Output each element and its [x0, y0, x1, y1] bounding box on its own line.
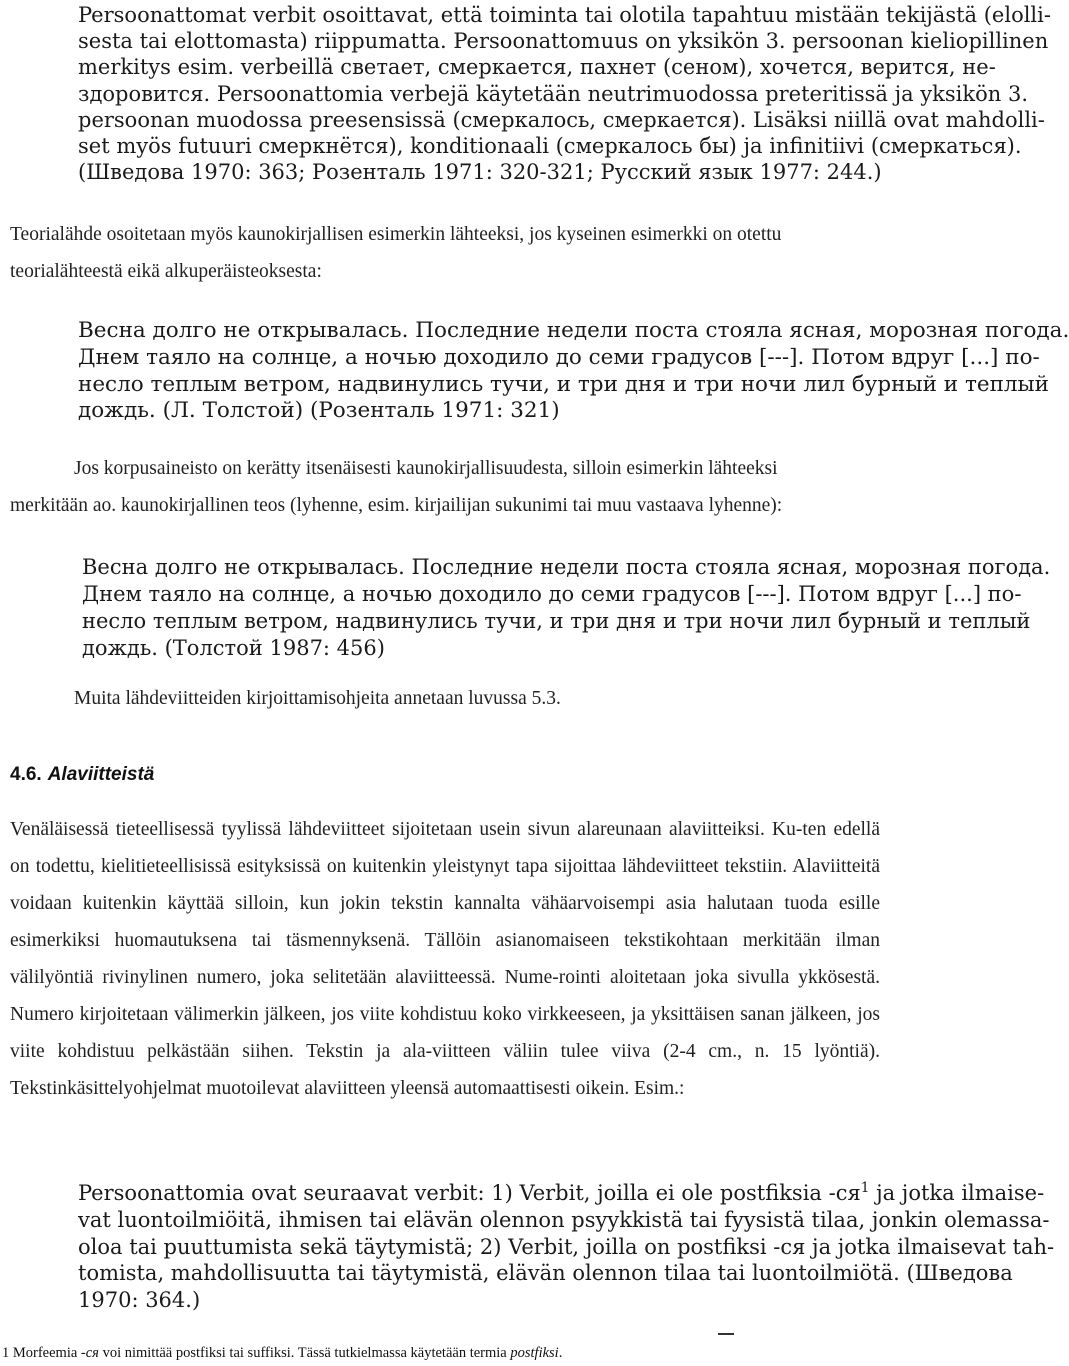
scan-text: ja jotka ilmaise-	[869, 1181, 1045, 1205]
scan-line: (Шведова 1970: 363; Розенталь 1971: 320-321; Русский язык 1977: 244.)	[78, 160, 882, 185]
scan-line: Весна долго не открывалась. Последние недели поста стояла ясная, морозная погода.	[82, 555, 1051, 579]
scan-line: sesta tai elottomasta) riippumatta. Persoonattomuus on yksikön 3. persoonan kieliopillinen	[78, 29, 1049, 54]
scan-text: Persoonattomia ovat seuraavat verbit: 1) Verbit, joilla ei ole postfiksia -ся	[78, 1181, 861, 1205]
scan-line: vat luontoilmiöitä, ihmisen tai elävän olennon psyykkistä tai fyysistä tilaa, jonkin olemassa-	[78, 1207, 1050, 1232]
scan-line	[78, 1175, 1054, 1207]
scan-line: несло теплым ветром, надвинулись тучи, и три дня и три ночи лил бурный и теплый	[82, 609, 1031, 633]
scan-line: здоровится. Persoonattomia verbejä käytetään neutrimuodossa preteritissä ja yksikön 3.	[78, 81, 1028, 106]
paragraph-line: teorialähteestä eikä alkuperäisteoksesta:	[10, 261, 322, 282]
scan-line: set myös futuuri смеркнётся), konditionaali (смеркалось бы) ja infinitiivi (смеркаться).	[78, 134, 1022, 159]
scan-line: дождь. (Толстой 1987: 456)	[82, 636, 385, 660]
paragraph-line: Teorialähde osoitetaan myös kaunokirjallisen esimerkin lähteeksi, jos kyseinen esimerkki on otettu	[10, 224, 782, 245]
footnote-morpheme: ся	[85, 1345, 99, 1361]
paragraph-corpus-source	[10, 450, 910, 524]
footnote	[2, 1345, 562, 1362]
scan-line: Persoonattomat verbit osoittavat, että toiminta tai olotila tapahtuu mistään tekijästä (elolli-	[78, 3, 1051, 27]
paragraph-line: merkitään ao. kaunokirjallinen teos (lyhenne, esim. kirjailijan sukunimi tai muu vastaava lyhenne):	[10, 495, 783, 516]
section-heading	[10, 764, 154, 786]
scan-line: oloa tai puuttumista sekä täytymistä; 2) Verbit, joilla on postfiksi -ся ja jotka ilmaisevat tah-	[78, 1234, 1055, 1259]
scan-line: merkitys esim. verbeillä светает, смеркается, пахнет (сеном), хочется, верится, не-	[78, 55, 996, 80]
scan-line: несло теплым ветром, надвинулись тучи, и три дня и три ночи лил бурный и теплый	[78, 371, 1049, 397]
footnote-text: Morfeemia -	[9, 1345, 86, 1361]
section-title: Alaviitteistä	[47, 764, 155, 785]
scan-line: Весна долго не открывалась. Последние недели поста стояла ясная, морозная погода.	[78, 318, 1069, 343]
scanned-example-footnote	[78, 1175, 1054, 1314]
note-more-instructions: Muita lähdeviitteiden kirjoittamisohjeita annetaan luvussa 5.3.	[74, 688, 561, 709]
footnote-end: .	[558, 1345, 563, 1361]
footnote-marker: 1	[860, 1180, 870, 1196]
scan-line: Днем таяло на солнце, а ночью доходило до семи градусов [---]. Потом вдруг [...] по-	[78, 344, 1040, 370]
scanned-excerpt-impersonal-verbs	[78, 2, 1051, 185]
footnote-separator	[718, 1333, 734, 1335]
footnote-term: postfiksi	[510, 1345, 559, 1361]
scan-line: Днем таяло на солнце, а ночью доходило до семи градусов [---]. Потом вдруг [...] по-	[82, 582, 1022, 606]
scan-line: persoonan muodossa preesensissä (смеркалось, смеркается). Lisäksi niillä ovat mahdolli-	[78, 107, 1045, 132]
scan-line: дождь. (Л. Толстой) (Розенталь 1971: 321)	[78, 398, 560, 424]
footnote-text: voi nimittää postfiksi tai suffiksi. Tässä tutkielmassa käytetään termia	[98, 1345, 511, 1361]
paragraph-footnotes: Venäläisessä tieteellisessä tyylissä lähdeviitteet sijoitetaan usein sivun alareunaan alaviitteiksi. Ku-ten edellä on todettu, kielitieteellisissä esityksissä on kuitenkin yleistynyt tapa sijoittaa lähdeviitteet tekstiin. Alaviitteitä voidaan kuitenkin käyttää silloin, kun jokin tekstin kannalta vähäarvoisempi asia halutaan tuoda esille esimerkiksi huomautuksena tai täsmennyksenä. Tällöin asianomaiseen tekstikohtaan merkitään ilman välilyöntiä rivinylinen numero, joka selitetään alaviitteessä. Nume-rointi aloitetaan joka sivulla ykkösestä. Numero kirjoitetaan välimerkin jälkeen, jos viite kohdistuu koko virkkeeseen, ja yksittäisen sanan jälkeen, jos viite kohdistuu pelkästään siihen. Tekstin ja ala-viitteen väliin tulee viiva (2-4 cm., n. 15 lyöntiä). Tekstinkäsittelyohjelmat muotoilevat alaviitteen yleensä automaattisesti oikein. Esim.:	[10, 819, 880, 1099]
paragraph-theory-source	[10, 216, 910, 290]
section-number: 4.6.	[10, 764, 42, 785]
scan-line: 1970: 364.)	[78, 1288, 201, 1313]
scanned-quote-rozental	[78, 318, 1069, 425]
scan-line: tomista, mahdollisuutta tai täytymistä, elävän olennon tilaa tai luontoilmiötä. (Шведова	[78, 1261, 1013, 1286]
footnote-number: 1	[2, 1345, 10, 1361]
paragraph-line: Jos korpusaineisto on kerätty itsenäisesti kaunokirjallisuudesta, silloin esimerkin lähteeksi	[74, 458, 778, 479]
scanned-quote-tolstoi	[82, 554, 1050, 662]
